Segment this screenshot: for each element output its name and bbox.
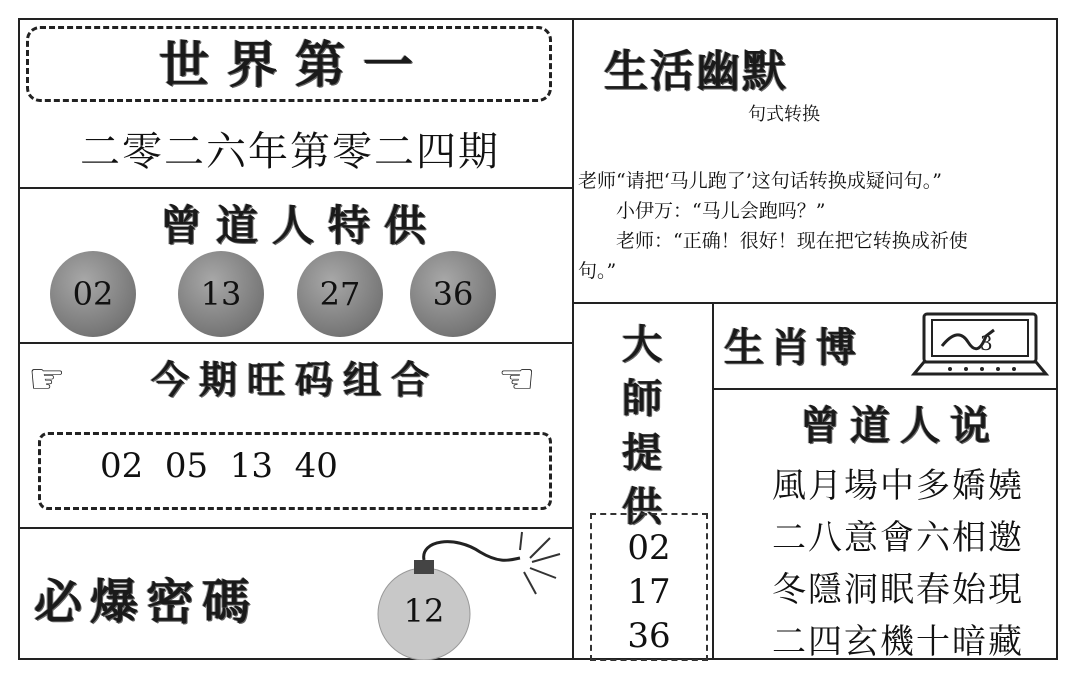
humor-heading: 生活幽默 (604, 46, 788, 97)
big-tip-char: 供 (622, 484, 662, 530)
divider-3 (18, 527, 572, 529)
page-title: 世界第一 (159, 36, 431, 94)
bomb-icon (360, 530, 570, 660)
issue-period: 二零二六年第零二四期 (80, 129, 500, 175)
humor-text (578, 166, 1052, 286)
pointing-hand-right-icon: ☞ (28, 354, 66, 403)
big-tip-numbers (590, 526, 708, 658)
saying-heading: 曾道人说 (800, 403, 1000, 449)
big-tip-char: 師 (622, 376, 662, 422)
humor-line: 句。” (578, 260, 617, 282)
big-tip-number: 36 (627, 616, 671, 656)
humor-line: 老师：“正确！很好！现在把它转换成祈使 (578, 230, 968, 252)
special-ball-2: 13 (178, 251, 264, 337)
laptop-icon (910, 312, 1050, 380)
divider-1 (18, 187, 572, 189)
big-tip-number: 02 (627, 528, 671, 568)
humor-subheading: 句式转换 (748, 104, 820, 125)
combo-numbers: 02 05 13 40 (100, 446, 338, 486)
poem-line: 冬隱洞眠春始現 (772, 570, 1024, 610)
combo-heading: 今期旺码组合 (150, 358, 439, 402)
poem-line: 二四玄機十暗藏 (772, 622, 1024, 662)
code-heading: 必爆密碼 (34, 574, 259, 630)
big-tip-char: 大 (622, 322, 662, 368)
special-ball-1: 02 (50, 251, 136, 337)
saying-poem (748, 460, 1048, 668)
humor-line: 老师“请把‘马儿跑了’这句话转换成疑问句。” (578, 170, 943, 192)
big-tip-heading (612, 318, 672, 534)
svg-text:3: 3 (980, 331, 993, 355)
special-heading: 曾道人特供 (159, 201, 440, 250)
poem-line: 二八意會六相邀 (772, 518, 1024, 558)
divider-right-1 (572, 302, 1058, 304)
pointing-hand-left-icon: ☜ (498, 354, 536, 403)
special-ball-3: 27 (297, 251, 383, 337)
zodiac-heading: 生肖博 (724, 325, 862, 371)
poem-line: 風月場中多嬌嬈 (772, 466, 1024, 506)
divider-2 (18, 342, 572, 344)
big-tip-char: 提 (622, 430, 662, 476)
code-number: 12 (403, 592, 445, 630)
main-divider (572, 18, 574, 660)
special-ball-4: 36 (410, 251, 496, 337)
divider-right-v (712, 302, 714, 660)
humor-line: 小伊万：“马儿会跑吗？” (578, 200, 826, 222)
big-tip-number: 17 (627, 572, 671, 612)
divider-right-2 (712, 388, 1058, 390)
